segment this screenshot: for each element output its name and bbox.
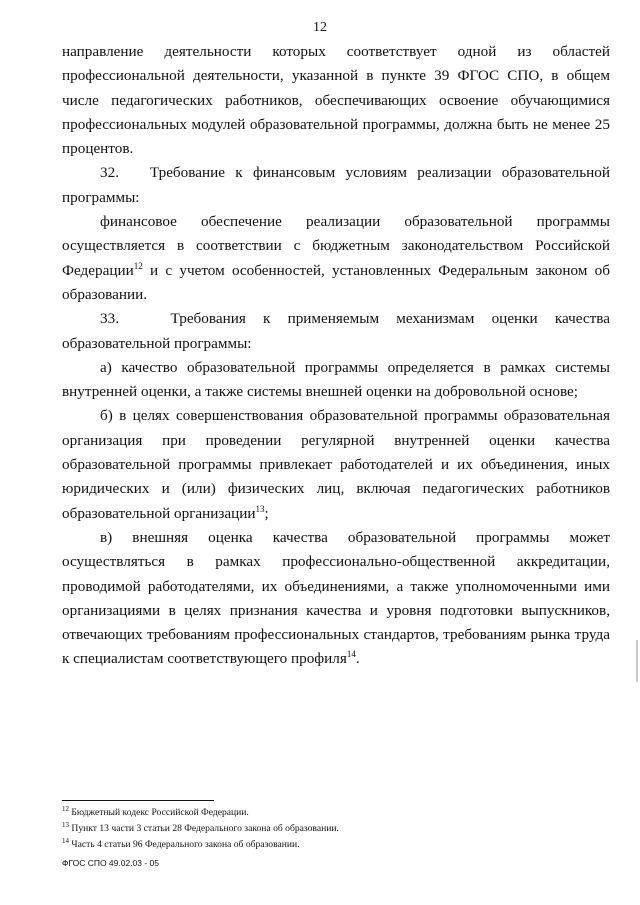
document-body — [62, 40, 610, 672]
subclause-b — [62, 404, 610, 525]
clause-33 — [62, 307, 610, 356]
financial-provision-paragraph — [62, 210, 610, 307]
footnote-ref-14[interactable]: 14 — [346, 649, 356, 660]
footnote-14 — [62, 835, 610, 851]
document-code: ФГОС СПО 49.02.03 - 05 — [62, 858, 160, 868]
paragraph-text: б) в целях совершенствования образовательной программы образовательная организация при проведении регулярной внутренней оценки качества образовательной программы привлекает работодателей и их объединения, иных юридических и (или) физических лиц, включая педагогических работников образовательной организации — [62, 407, 610, 522]
paragraph-text: а) качество образовательной программы определяется в рамках системы внутренней оценки, а также системы внешней оценки на добровольной основе; — [62, 358, 610, 401]
subclause-v — [62, 526, 610, 672]
paragraph-text: 32. Требование к финансовым условиям реализации образовательной программы: — [62, 164, 610, 206]
page-number: 12 — [313, 20, 327, 35]
paragraph-text-tail: ; — [264, 504, 269, 522]
scan-margin-mark — [636, 640, 638, 682]
footnote-mark: 13 — [62, 821, 69, 830]
footnote-13 — [62, 819, 610, 835]
paragraph-text: направление деятельности которых соответствует одной из областей профессиональной деятельности, указанной в пункте 39 ФГОС СПО, в общем числе педагогических работников, обеспечивающих освоение обучающимися профессиональных модулей образовательной программы, должна быть не менее 25 процентов. — [62, 43, 610, 158]
paragraph-text: в) внешняя оценка качества образовательной программы может осуществляться в рамках профессионально-общественной аккредитации, проводимой работодателями, их объединениями, а также уполномоченными ими организациями в целях признания качества и уровня подготовки выпускников, отвечающих требованиям профессиональных стандартов, требованиям рынка труда к специалистам соответствующего профиля — [62, 528, 610, 668]
paragraph-text: 33. Требования к применяемым механизмам оценки качества образовательной программы: — [62, 310, 610, 352]
paragraph-text-tail: и с учетом особенностей, установленных Федеральным законом об образовании. — [62, 261, 610, 303]
footnote-12 — [62, 803, 610, 819]
footnote-text: Пункт 13 части 3 статьи 28 Федерального закона об образовании. — [69, 823, 339, 835]
clause-32 — [62, 161, 610, 210]
footnote-text: Часть 4 статьи 96 Федерального закона об образовании. — [69, 839, 300, 851]
paragraph-text-tail: . — [355, 650, 360, 668]
footnote-text: Бюджетный кодекс Российской Федерации. — [69, 807, 249, 819]
footnotes — [62, 800, 610, 852]
footnote-mark: 14 — [62, 837, 69, 846]
paragraph-continuation — [62, 40, 610, 161]
paragraph-text: финансовое обеспечение реализации образовательной программы осуществляется в соответствии с бюджетным законодательством Российской Федерации — [62, 213, 610, 279]
footnote-ref-12[interactable]: 12 — [133, 260, 143, 271]
footnote-separator — [62, 800, 214, 801]
subclause-a — [62, 356, 610, 405]
footnote-mark: 12 — [62, 805, 69, 813]
footnote-ref-13[interactable]: 13 — [255, 503, 265, 514]
